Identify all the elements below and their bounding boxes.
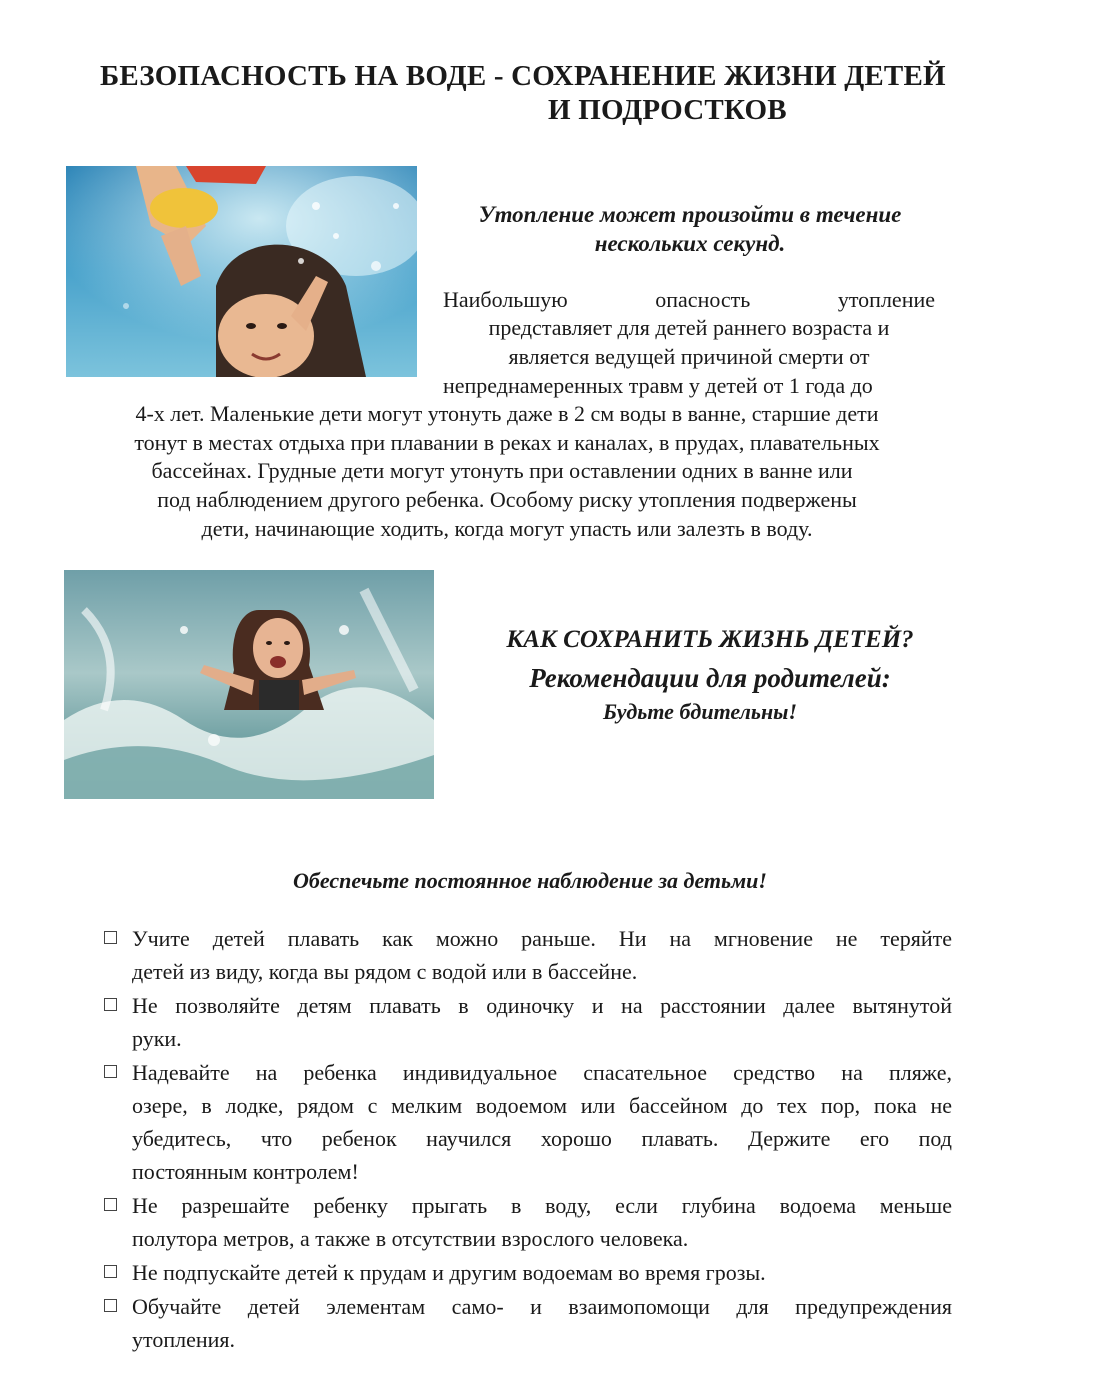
girl-splashing-photo: [64, 570, 434, 799]
body-text-line: тонут в местах отдыха при плавании в реках и каналах, в прудах, плавательных: [134, 430, 880, 455]
list-item: [104, 1056, 954, 1188]
body-text-line: представляет для детей раннего возраста и: [488, 315, 890, 340]
list-item-text: Не позволяйте детям плавать в одиночку и на расстоянии далее вытянутой: [132, 993, 952, 1018]
list-item-text: полутора метров, а также в отсутствии взрослого человека.: [132, 1226, 689, 1251]
page-title-line-1: БЕЗОПАСНОСТЬ НА ВОДЕ - СОХРАНЕНИЕ ЖИЗНИ ДЕТЕЙ: [100, 60, 946, 92]
list-item-text: утопления.: [132, 1327, 236, 1352]
body-text-line: 4-х лет. Маленькие дети могут утонуть даже в 2 см воды в ванне, старшие дети: [135, 401, 879, 426]
list-item-text: руки.: [132, 1026, 182, 1051]
list-item-text: Не разрешайте ребенку прыгать в воду, если глубина водоема меньше: [132, 1193, 952, 1218]
list-item-text: постоянным контролем!: [132, 1159, 359, 1184]
list-item: [104, 1256, 954, 1289]
list-item-text: Учите детей плавать как можно раньше. Ни на мгновение не теряйте: [132, 926, 952, 951]
list-item-text: озере, в лодке, рядом с мелким водоемом или бассейном до тех пор, пока не: [132, 1093, 952, 1118]
checkbox-icon: [104, 1265, 117, 1278]
checkbox-icon: [104, 998, 117, 1011]
checkbox-icon: [104, 931, 117, 944]
list-item: [104, 1290, 954, 1356]
body-text-line: дети, начинающие ходить, когда могут упасть или залезть в воду.: [201, 516, 813, 541]
list-item-text: детей из виду, когда вы рядом с водой или в бассейне.: [132, 959, 638, 984]
drowning-warning-heading-line-1: Утопление может произойти в течение: [478, 202, 902, 227]
body-text-line: Наибольшую опасность утопление: [443, 287, 935, 312]
body-text-line: является ведущей причиной смерти от: [508, 344, 870, 369]
how-to-save-heading: КАК СОХРАНИТЬ ЖИЗНЬ ДЕТЕЙ?: [506, 626, 914, 653]
recommendations-list: [104, 922, 954, 1357]
page-title-line-2: И ПОДРОСТКОВ: [548, 94, 787, 126]
body-text-line: под наблюдением другого ребенка. Особому риску утопления подвержены: [157, 487, 857, 512]
list-item: [104, 989, 954, 1055]
supervision-heading: Обеспечьте постоянное наблюдение за детьми!: [293, 868, 767, 893]
list-item-text: убедитесь, что ребенок научился хорошо плавать. Держите его под: [132, 1126, 952, 1151]
drowning-warning-heading-line-2: нескольких секунд.: [594, 231, 786, 256]
list-item: [104, 1189, 954, 1255]
checkbox-icon: [104, 1299, 117, 1312]
checkbox-icon: [104, 1065, 117, 1078]
checkbox-icon: [104, 1198, 117, 1211]
body-text-line: бассейнах. Грудные дети могут утонуть при оставлении одних в ванне или: [151, 458, 853, 483]
underwater-swimming-photo: [66, 166, 417, 377]
list-item: [104, 922, 954, 988]
body-text-line: непреднамеренных травм у детей от 1 года до: [443, 373, 873, 398]
list-item-text: Надевайте на ребенка индивидуальное спасательное средство на пляже,: [132, 1060, 952, 1085]
list-item-text: Обучайте детей элементам само- и взаимопомощи для предупреждения: [132, 1294, 952, 1319]
be-vigilant-note: Будьте бдительны!: [602, 699, 797, 724]
list-item-text: Не подпускайте детей к прудам и другим водоемам во время грозы.: [132, 1260, 766, 1285]
recommendations-subheading: Рекомендации для родителей:: [529, 663, 891, 693]
